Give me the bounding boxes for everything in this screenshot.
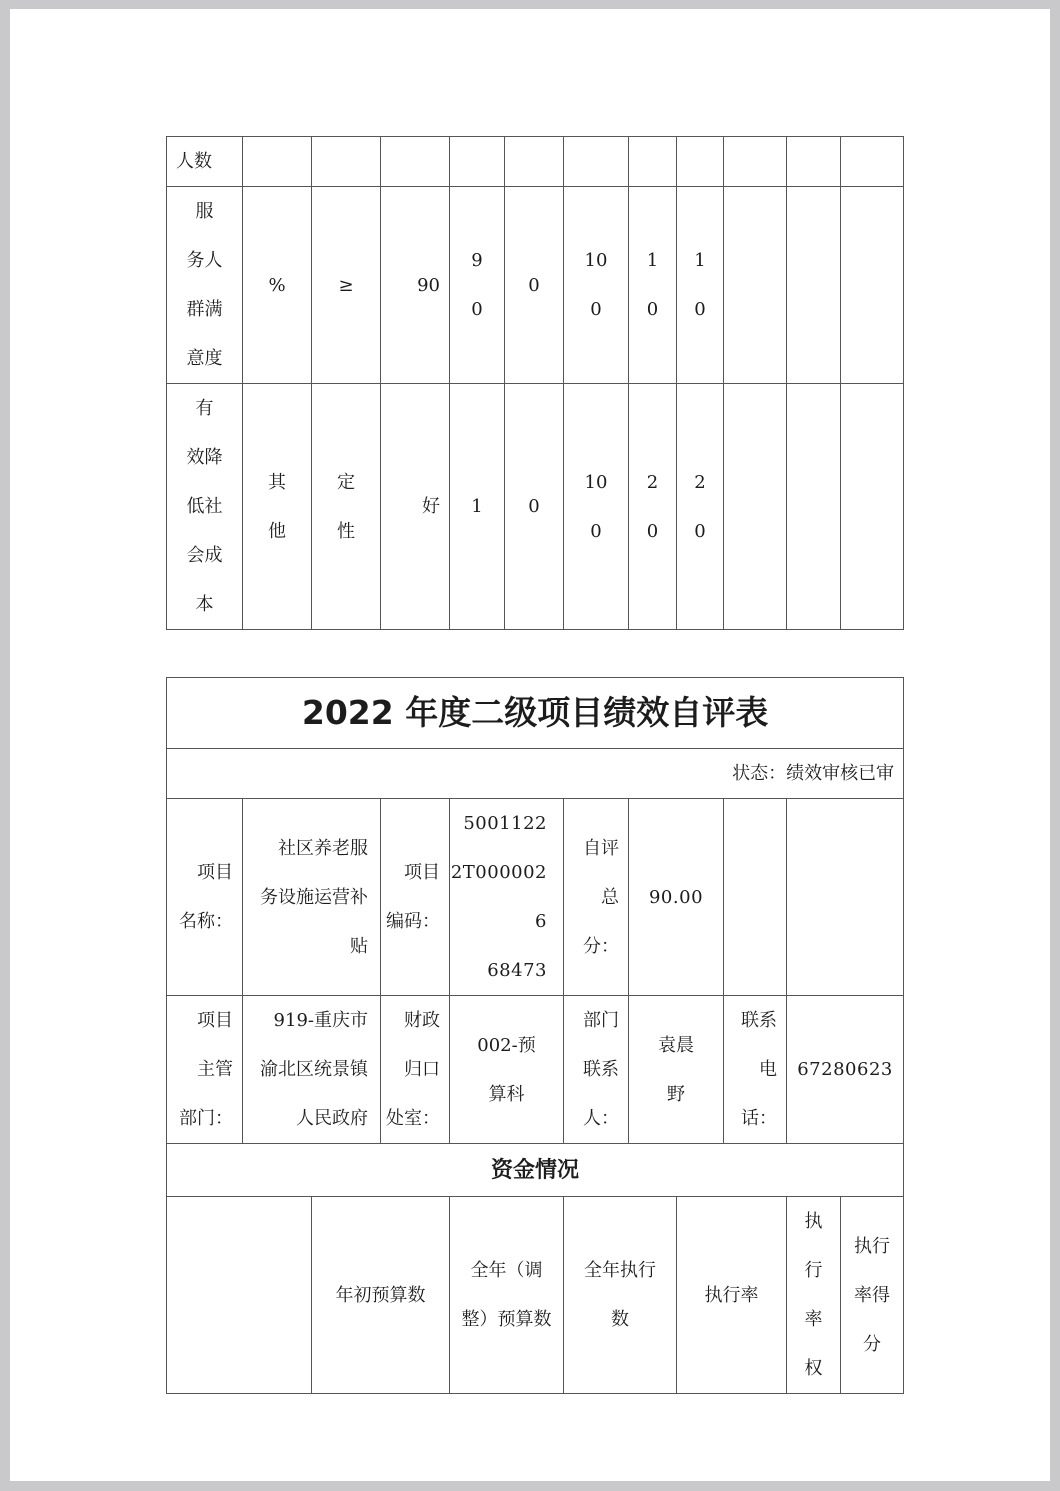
status-row [167,749,904,799]
project-name-value: 社区养老服 务设施运营补 贴 [243,799,381,996]
finance-office-value: 002-预 算科 [450,996,564,1144]
indicator-operator: ≥ [312,187,381,384]
page-title: 2022 年度二级项目绩效自评表 [167,678,904,749]
indicator-score [677,137,724,187]
department-value: 919-重庆市 渝北区统景镇 人民政府 [243,996,381,1144]
indicator-name: 有 效降 低社 会成 本 [167,384,243,630]
project-name-label: 项目 名称： [167,799,243,996]
table-row [167,384,904,630]
project-info-row [167,799,904,996]
phone-label: 联系 电 话： [724,996,787,1144]
indicator-name: 人数 [167,137,243,187]
funds-section-heading: 资金情况 [167,1144,904,1197]
indicator-target: 90 [381,187,450,384]
empty-cell [724,187,787,384]
indicator-score-max: 2 0 [629,384,677,630]
phone-value: 67280623 [787,996,904,1144]
execution-rate-header: 执行率 [677,1197,787,1394]
department-label: 项目 主管 部门： [167,996,243,1144]
indicator-unit [243,137,312,187]
indicator-operator [312,137,381,187]
table-row [167,187,904,384]
contact-label: 部门 联系 人： [564,996,629,1144]
indicator-target [381,137,450,187]
indicator-score-max: 1 0 [629,187,677,384]
indicator-unit: 其 他 [243,384,312,630]
contact-value: 袁晨 野 [629,996,724,1144]
indicator-actual [450,137,505,187]
status-text: 状态：绩效审核已审 [167,749,904,799]
self-score-label: 自评 总 分： [564,799,629,996]
indicator-operator: 定 性 [312,384,381,630]
title-row [167,678,904,749]
execution-rate-weight-header: 执 行 率 权 [787,1197,841,1394]
indicator-actual: 1 [450,384,505,630]
executed-amount-header: 全年执行 数 [564,1197,677,1394]
empty-cell [787,384,841,630]
table-row [167,137,904,187]
department-row [167,996,904,1144]
indicator-score: 2 0 [677,384,724,630]
indicator-target: 好 [381,384,450,630]
indicator-score-max [629,137,677,187]
indicator-name: 服 务人 群满 意度 [167,187,243,384]
execution-rate-score-header: 执行 率得 分 [841,1197,904,1394]
empty-cell [787,187,841,384]
indicator-completion [564,137,629,187]
indicator-table [166,136,904,630]
indicator-actual: 9 0 [450,187,505,384]
indicator-completion: 10 0 [564,187,629,384]
empty-cell [841,137,904,187]
indicator-completion: 10 0 [564,384,629,630]
empty-cell [724,137,787,187]
adjusted-budget-header: 全年（调 整）预算数 [450,1197,564,1394]
funds-section-row [167,1144,904,1197]
document-page [10,9,1050,1481]
indicator-score: 1 0 [677,187,724,384]
empty-cell [167,1197,312,1394]
initial-budget-header: 年初预算数 [312,1197,450,1394]
funds-header-row [167,1197,904,1394]
empty-cell [724,799,787,996]
empty-cell [724,384,787,630]
project-code-value: 5001122 2T0000026 68473 [450,799,564,996]
project-code-label: 项目 编码： [381,799,450,996]
indicator-weight [505,137,564,187]
self-score-value: 90.00 [629,799,724,996]
indicator-unit: % [243,187,312,384]
indicator-weight: 0 [505,187,564,384]
finance-office-label: 财政 归口 处室： [381,996,450,1144]
self-evaluation-form [166,677,904,1394]
indicator-weight: 0 [505,384,564,630]
empty-cell [841,187,904,384]
empty-cell [787,799,904,996]
empty-cell [787,137,841,187]
empty-cell [841,384,904,630]
